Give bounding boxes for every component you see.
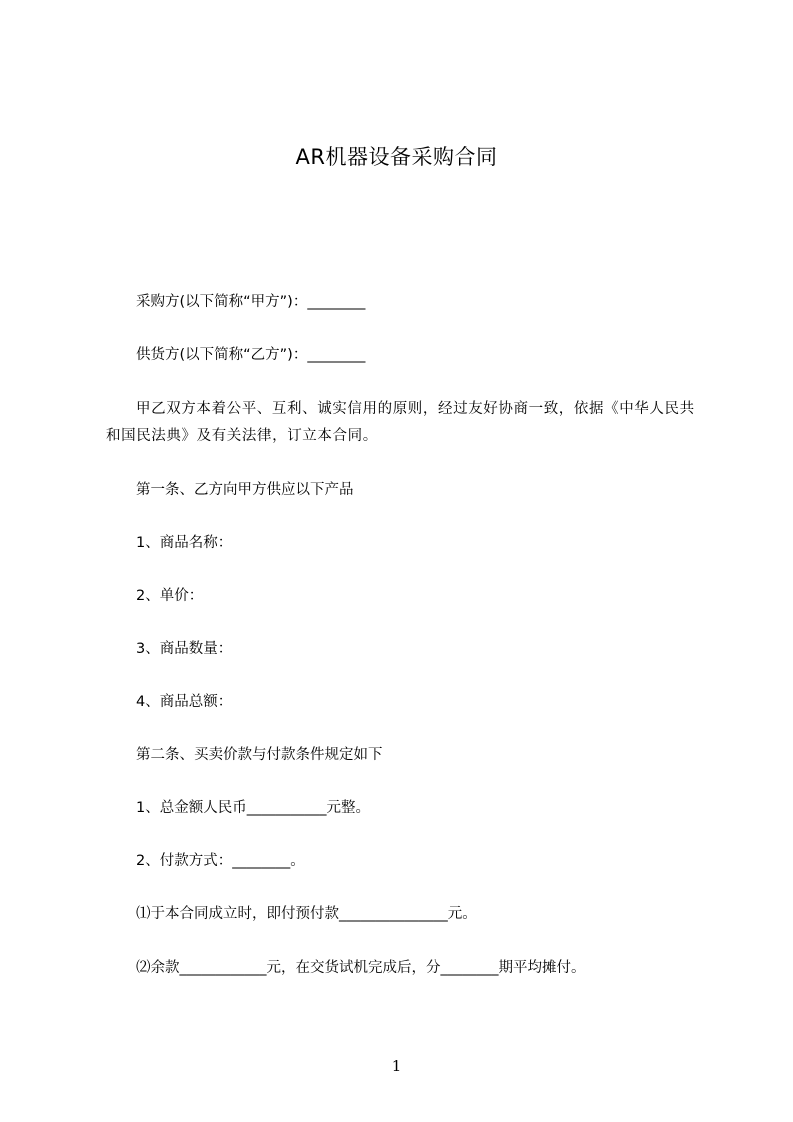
- article-2-item: 2、付款方式：________。: [136, 853, 305, 869]
- article-2-heading: 第二条、买卖价款与付款条件规定如下: [136, 747, 383, 763]
- article-2-item: ⑴于本合同成立时，即付预付款_______________元。: [136, 906, 477, 922]
- party-a-line: 采购方(以下简称“甲方”)：________: [136, 294, 366, 310]
- article-2-item: 1、总金额人民币___________元整。: [136, 800, 370, 816]
- article-1-item: 4、商品总额：: [136, 694, 233, 710]
- article-1-item: 3、商品数量：: [136, 641, 233, 657]
- page-number: 1: [391, 1057, 402, 1075]
- party-b-line: 供货方(以下简称“乙方”)：________: [136, 347, 366, 363]
- document-title: AR机器设备采购合同: [295, 145, 498, 169]
- article-2-item: ⑵余款____________元，在交货试机完成后，分________期平均摊付。: [136, 960, 586, 976]
- preamble-paragraph: 甲乙双方本着公平、互利、诚实信用的原则，经过友好协商一致，依据《中华人民共和国民法典》及有关法律，订立本合同。: [106, 401, 695, 444]
- article-1-heading: 第一条、乙方向甲方供应以下产品: [136, 482, 354, 498]
- article-1-item: 1、商品名称：: [136, 535, 233, 551]
- article-1-item: 2、单价：: [136, 588, 204, 604]
